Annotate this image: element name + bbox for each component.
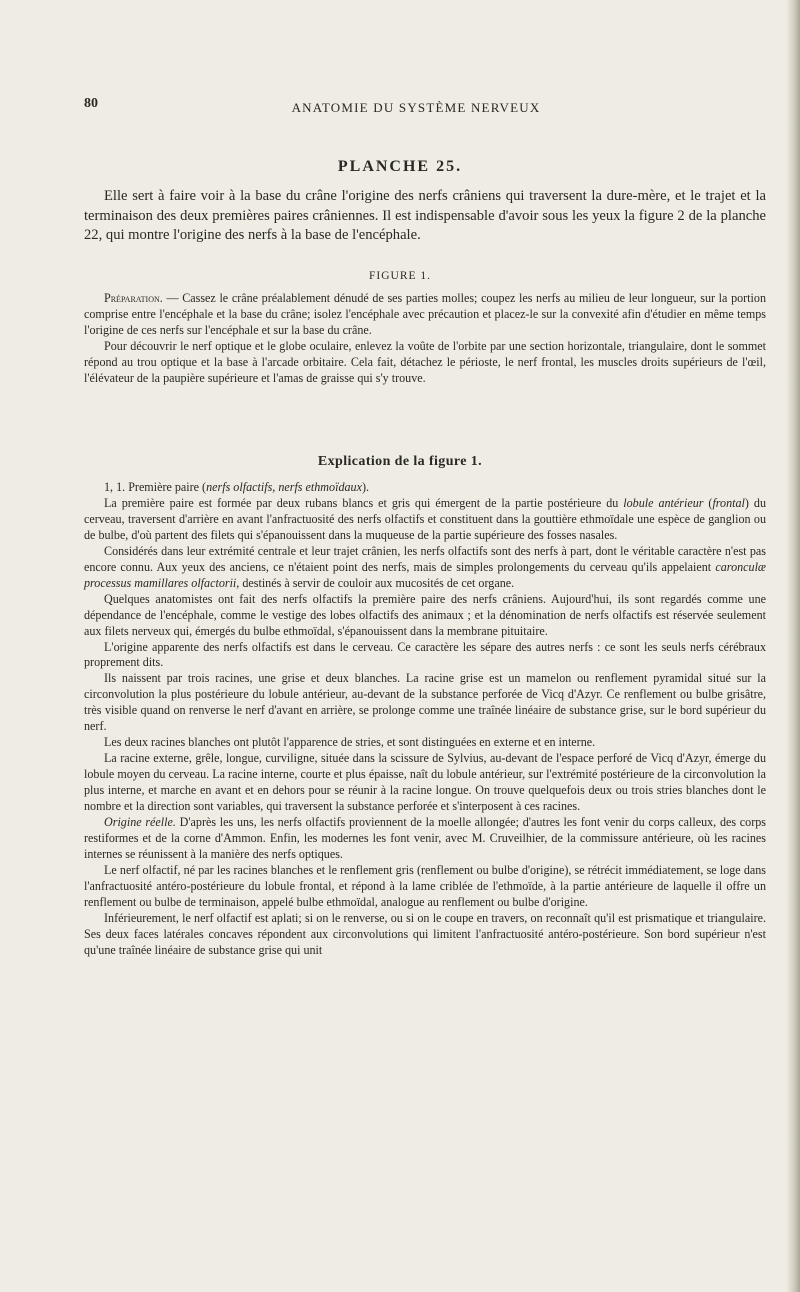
preparation-text: — Cassez le crâne préalablement dénudé de ses parties molles; coupez les nerfs au milieu de leur longueur, sur la portion comprise entre l'encéphale et la base du crâne; isolez l'encéphale avec précaution et placez-le sur la convexité afin d'étudier en même temps l'origine de ces nerfs sur l'encéphale et sur la base du crâne.	[84, 291, 766, 337]
p1-frontal: frontal	[712, 495, 745, 510]
item-heading	[84, 480, 766, 496]
p8-label: Origine réelle.	[104, 815, 176, 830]
intro-paragraph	[84, 187, 766, 246]
p8-text: D'après les uns, les nerfs olfactifs proviennent de la moelle allongée; d'autres les font venir du corps calleux, des corps restiformes et de la corne d'Ammon. Enfin, les modernes les font venir, avec M. Cruveilhier, de la commissure antérieure, où les racines internes se réunissent à la manière des nerfs optiques.	[84, 815, 766, 861]
plate-title: PLANCHE 25.	[337, 158, 463, 175]
page-number: 80	[84, 96, 98, 111]
paragraph-3: Quelques anatomistes ont fait des nerfs olfactifs la première paire des nerfs crâniens. Aujourd'hui, ils sont regardés comme une dépendance de l'encéphale, comme le vestige des lobes olfactifs des animaux ; et la dénomination de nerfs olfactifs est réservée seulement aux filets nerveux qui, émergés du bulbe ethmoïdal, s'épanouissent dans la membrane pituitaire.	[84, 591, 766, 638]
p1-text-b: (	[703, 495, 713, 510]
paragraph-4: L'origine apparente des nerfs olfactifs est dans le cerveau. Ce caractère les sépare des autres nerfs : ce sont les seuls nerfs cérébraux proprement dits.	[84, 639, 766, 670]
explanation-section	[84, 480, 766, 959]
item-label: 1, 1. Première paire (	[104, 480, 207, 494]
paragraph-9: Le nerf olfactif, né par les racines blanches et le renflement gris (renflement ou bulbe d'origine), se rétrécit immédiatement, se loge dans l'anfractuosité antéro-postérieure du lobule frontal, et répond à la lame criblée de l'ethmoïde, à la partie antérieure de laquelle il offre un renflement ou bulbe de terminaison, appelé bulbe ethmoïdal, analogue au renflement ou bulbe d'origine.	[84, 862, 766, 909]
preparation-paragraph-2: Pour découvrir le nerf optique et le globe oculaire, enlevez la voûte de l'orbite par une section horizontale, triangulaire, dont le sommet répond au trou optique et la base à l'arcade orbitaire. Cela fait, détachez le périoste, le nerf frontal, les muscles droits supérieurs de l'œil, l'élévateur de la paupière supérieure et l'amas de graisse qui s'y trouve.	[84, 338, 766, 385]
paragraph-1	[84, 496, 766, 544]
preparation-label: Préparation.	[104, 291, 163, 305]
paragraph-7: La racine externe, grêle, longue, curviligne, située dans la scissure de Sylvius, au-devant de l'espace perforé de Vicq d'Azyr, émerge du lobule moyen du cerveau. La racine interne, courte et plus épaisse, naît du lobule antérieur, sur l'extrémité postérieure de la circonvolution la plus interne, et marche en avant et en dehors pour se réunir à la racine longue. On trouve quelquefois deux ou trois stries blanches dont le nombre et la direction sont variables, qui traversent la substance perforée et s'interposent à ces racines.	[84, 751, 766, 814]
p1-lobule: lobule antérieur	[623, 495, 704, 510]
running-title: ANATOMIE DU SYSTÈME NERVEUX	[291, 100, 541, 115]
p2-latin-term: caronculæ processus mamillares olfactorii	[84, 559, 766, 590]
paragraph-8	[84, 815, 766, 863]
paragraph-6: Les deux racines blanches ont plutôt l'apparence de stries, et sont distinguées en externe et en interne.	[104, 735, 596, 750]
preparation-section	[84, 291, 766, 387]
p2-text-a: Considérés dans leur extrémité centrale et leur trajet crânien, les nerfs olfactifs sont des nerfs à part, dont le véritable caractère n'est pas encore connu. Aux yeux des anciens, ce n'étaient point des nerfs, mais de simples prolongements du cerveau qu'ils appelaient	[84, 543, 766, 574]
page-header	[66, 98, 766, 118]
p1-text-c: ) du cerveau, traversent d'arrière en avant l'anfractuosité des nerfs olfactifs et constituent dans la gouttière ethmoïdale une espèce de ganglion ou de bulbe, d'où partent des filets qui s'épanouissent dans la muqueuse de la partie supérieure des fosses nasales.	[84, 495, 766, 542]
intro-text: Elle sert à faire voir à la base du crâne l'origine des nerfs crâniens qui traversent la dure-mère, et le trajet et la terminaison des deux premières paires crâniennes. Il est indispensable d'avoir sous les yeux la figure 2 de la planche 22, qui montre l'origine des nerfs à la base de l'encéphale.	[84, 188, 766, 243]
p1-text-a: La première paire est formée par deux rubans blancs et gris qui émergent de la partie postérieure du	[104, 495, 624, 510]
figure-heading: FIGURE 1.	[368, 270, 432, 282]
paragraph-5: Ils naissent par trois racines, une grise et deux blanches. La racine grise est un mamelon ou renflement pyramidal situé sur la circonvolution la plus postérieure du lobule antérieur, au-devant de la substance perforée de Vicq d'Azyr. Ce renflement ou bulbe grisâtre, très visible quand on renverse le nerf d'avant en arrière, se prolonge comme une traînée linéaire de substance grise, sur le bord supérieur du nerf.	[84, 671, 766, 734]
paragraph-2	[84, 544, 766, 592]
item-italic: nerfs olfactifs, nerfs ethmoïdaux	[206, 480, 362, 494]
preparation-paragraph	[84, 291, 766, 339]
explanation-title: Explication de la figure 1.	[317, 454, 483, 469]
page-edge-shadow	[786, 0, 800, 1292]
item-end: ).	[361, 480, 370, 494]
p2-text-b: , destinés à servir de couloir aux mucosités de cet organe.	[236, 575, 515, 590]
paragraph-10: Inférieurement, le nerf olfactif est aplati; si on le renverse, ou si on le coupe en travers, on reconnaît qu'il est prismatique et triangulaire. Ses deux faces latérales concaves répondent aux circonvolutions qui limitent l'anfractuosité antéro-postérieure. Son bord supérieur n'est qu'une traînée linéaire de substance grise qui unit	[84, 910, 766, 957]
